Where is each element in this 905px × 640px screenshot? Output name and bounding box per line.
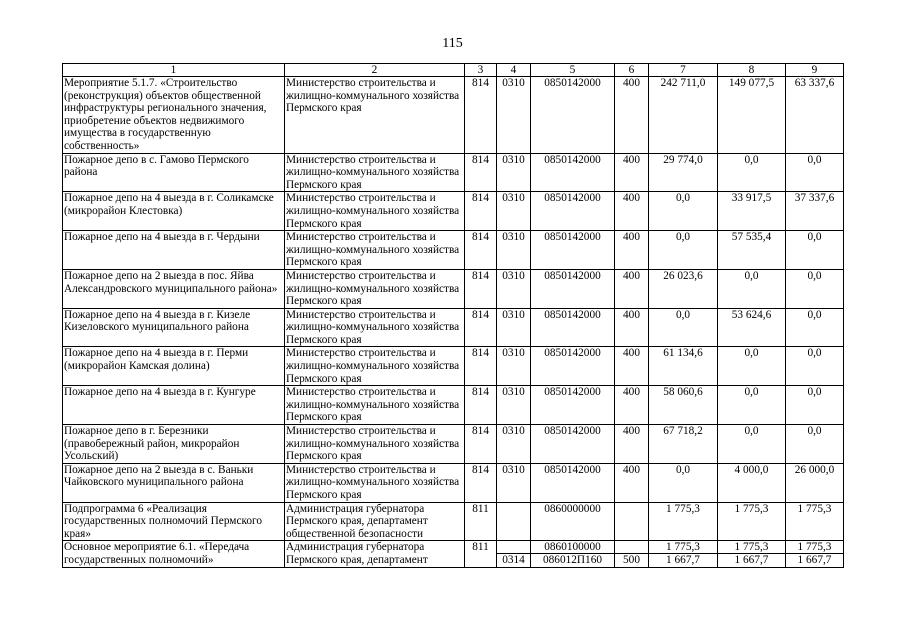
table-row [63,153,844,192]
cell-c6: 400 [615,308,649,347]
cell-c5 [531,541,615,567]
cell-c6-a [615,541,648,553]
cell-c9: 0,0 [786,386,844,425]
cell-c6: 400 [615,231,649,270]
cell-c3: 814 [465,192,497,231]
cell-c4 [497,502,531,541]
cell-org: Министерство строительства и жилищно-коммунального хозяйства Пермского края [285,425,465,464]
cell-c6: 400 [615,386,649,425]
cell-c3: 811 [465,502,497,541]
cell-name: Пожарное депо на 2 выезда в с. Ваньки Чайковского муниципального района [63,463,285,502]
cell-c6 [615,541,649,567]
cell-c8 [718,541,786,567]
cell-org: Администрация губернатора Пермского края, департамент общественной безопасности [285,502,465,541]
cell-c5: 0850142000 [531,77,615,154]
table-row [63,231,844,270]
column-header: 4 [497,64,531,77]
cell-c7: 67 718,2 [649,425,718,464]
cell-c6: 400 [615,425,649,464]
cell-c5: 0850142000 [531,231,615,270]
cell-org: Администрация губернатора Пермского края, департамент [285,541,465,567]
cell-c5: 0850142000 [531,308,615,347]
cell-c7: 1 775,3 [649,502,718,541]
cell-org: Министерство строительства и жилищно-коммунального хозяйства Пермского края [285,347,465,386]
cell-c6: 400 [615,192,649,231]
budget-table [62,63,844,568]
cell-c9: 0,0 [786,308,844,347]
cell-c8: 1 775,3 [718,502,786,541]
table-row [63,77,844,154]
cell-name: Мероприятие 5.1.7. «Строительство (реконструкция) объектов общественной инфраструктуры регионального значения, приобретение объектов недвижимого имущества в государственную собственность» [63,77,285,154]
cell-c3: 811 [465,541,497,567]
cell-c8-a: 1 775,3 [734,541,769,554]
cell-c3: 814 [465,347,497,386]
cell-c9-b: 1 667,7 [786,553,843,566]
cell-c8: 0,0 [718,153,786,192]
cell-name: Подпрограмма 6 «Реализация государственных полномочий Пермского края» [63,502,285,541]
table-row [63,192,844,231]
cell-c9: 0,0 [786,269,844,308]
cell-c4: 0310 [497,425,531,464]
cell-c7: 58 060,6 [649,386,718,425]
cell-c9: 26 000,0 [786,463,844,502]
cell-c3: 814 [465,231,497,270]
cell-c8: 0,0 [718,347,786,386]
cell-c6 [615,502,649,541]
cell-c7: 26 023,6 [649,269,718,308]
cell-c4: 0310 [497,347,531,386]
table-row [63,386,844,425]
cell-c4: 0310 [497,231,531,270]
cell-c7: 61 134,6 [649,347,718,386]
cell-c9: 0,0 [786,347,844,386]
column-header: 3 [465,64,497,77]
table-row-last [63,541,844,567]
cell-name: Пожарное депо на 4 выезда в г. Кизеле Кизеловского муниципального района [63,308,285,347]
cell-org: Министерство строительства и жилищно-коммунального хозяйства Пермского края [285,308,465,347]
cell-org: Министерство строительства и жилищно-коммунального хозяйства Пермского края [285,269,465,308]
table-row [63,425,844,464]
cell-c4-a [497,541,530,553]
cell-c8: 149 077,5 [718,77,786,154]
cell-c7-a: 1 775,3 [666,541,700,554]
cell-c6: 400 [615,269,649,308]
cell-c9: 1 775,3 [786,502,844,541]
cell-c3: 814 [465,386,497,425]
cell-c5: 0850142000 [531,425,615,464]
cell-c4: 0310 [497,269,531,308]
cell-c4-b: 0314 [497,553,530,566]
cell-name: Пожарное депо на 4 выезда в г. Перми (микрорайон Камская долина) [63,347,285,386]
cell-c6: 400 [615,153,649,192]
cell-c8: 0,0 [718,425,786,464]
cell-c9: 37 337,6 [786,192,844,231]
table-row [63,463,844,502]
cell-c4: 0310 [497,463,531,502]
cell-c6: 400 [615,347,649,386]
cell-name: Пожарное депо на 2 выезда в пос. Яйва Александровского муниципального района» [63,269,285,308]
cell-org: Министерство строительства и жилищно-коммунального хозяйства Пермского края [285,77,465,154]
cell-c4: 0310 [497,192,531,231]
cell-c6: 400 [615,77,649,154]
cell-c3: 814 [465,269,497,308]
cell-c4: 0310 [497,386,531,425]
cell-c6: 400 [615,463,649,502]
cell-name: Пожарное депо на 4 выезда в г. Чердыни [63,231,285,270]
column-header: 1 [63,64,285,77]
cell-c5: 0850142000 [531,463,615,502]
cell-name: Пожарное депо на 4 выезда в г. Соликамске (микрорайон Клестовка) [63,192,285,231]
cell-c4: 0310 [497,308,531,347]
cell-name: Пожарное депо на 4 выезда в г. Кунгуре [63,386,285,425]
cell-c3: 814 [465,463,497,502]
cell-c3: 814 [465,153,497,192]
cell-c5-a: 0860100000 [544,541,601,554]
column-header: 9 [786,64,844,77]
column-header: 5 [531,64,615,77]
cell-c9: 63 337,6 [786,77,844,154]
cell-c9 [786,541,844,567]
cell-c8: 53 624,6 [718,308,786,347]
cell-c8: 57 535,4 [718,231,786,270]
column-header: 6 [615,64,649,77]
cell-c5-b: 086012П160 [531,553,614,566]
cell-c7: 29 774,0 [649,153,718,192]
cell-c8: 0,0 [718,269,786,308]
cell-org: Министерство строительства и жилищно-коммунального хозяйства Пермского края [285,386,465,425]
cell-c4: 0310 [497,153,531,192]
cell-c3: 814 [465,77,497,154]
cell-name: Пожарное депо в с. Гамово Пермского района [63,153,285,192]
cell-c8-b: 1 667,7 [718,553,785,566]
cell-c5: 0850142000 [531,347,615,386]
cell-c9: 0,0 [786,425,844,464]
cell-c5: 0850142000 [531,386,615,425]
cell-org: Министерство строительства и жилищно-коммунального хозяйства Пермского края [285,463,465,502]
column-header: 7 [649,64,718,77]
cell-org: Министерство строительства и жилищно-коммунального хозяйства Пермского края [285,153,465,192]
table-header-row [63,64,844,77]
cell-c7: 0,0 [649,308,718,347]
cell-c3: 814 [465,425,497,464]
cell-name: Пожарное депо в г. Березники (правобережный район, микрорайон Усольский) [63,425,285,464]
cell-c7 [649,541,718,567]
cell-c8: 4 000,0 [718,463,786,502]
column-header: 2 [285,64,465,77]
cell-c5: 0860000000 [531,502,615,541]
cell-c9: 0,0 [786,153,844,192]
cell-c3: 814 [465,308,497,347]
cell-c5: 0850142000 [531,269,615,308]
cell-name: Основное мероприятие 6.1. «Передача государственных полномочий» [63,541,285,567]
cell-c6-b: 500 [615,553,648,566]
cell-c7: 0,0 [649,192,718,231]
cell-c8: 0,0 [718,386,786,425]
cell-c8: 33 917,5 [718,192,786,231]
cell-org: Министерство строительства и жилищно-коммунального хозяйства Пермского края [285,192,465,231]
column-header: 8 [718,64,786,77]
cell-c5: 0850142000 [531,192,615,231]
cell-c4 [497,541,531,567]
cell-c4: 0310 [497,77,531,154]
table-row [63,308,844,347]
cell-c7: 242 711,0 [649,77,718,154]
cell-c7: 0,0 [649,231,718,270]
cell-org: Министерство строительства и жилищно-коммунального хозяйства Пермского края [285,231,465,270]
cell-c9: 0,0 [786,231,844,270]
table-row [63,502,844,541]
page-number: 115 [442,36,463,51]
cell-c9-a: 1 775,3 [797,541,832,554]
cell-c7: 0,0 [649,463,718,502]
cell-c5: 0850142000 [531,153,615,192]
cell-c7-b: 1 667,7 [649,553,717,566]
table-row [63,347,844,386]
table-row [63,269,844,308]
